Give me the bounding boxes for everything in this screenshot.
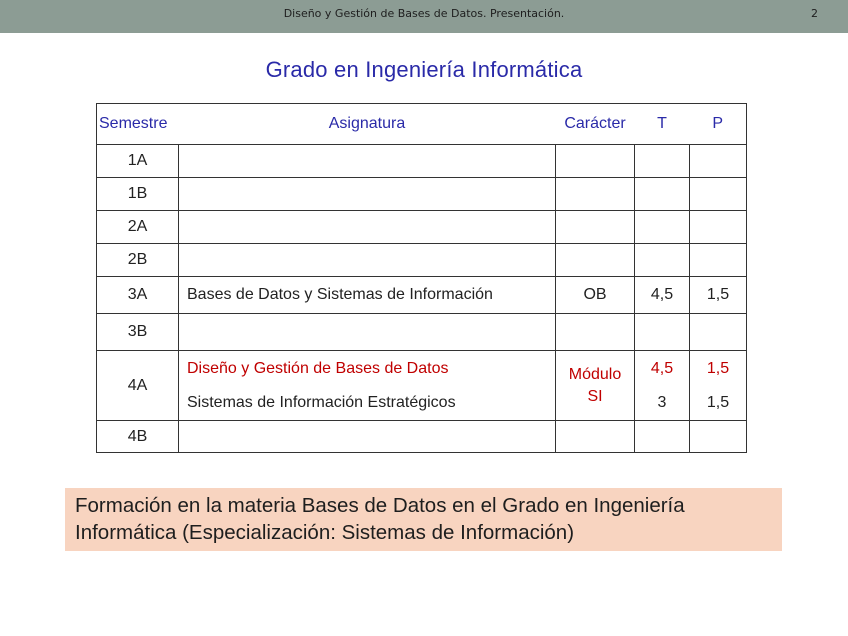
subject-cell xyxy=(179,244,556,277)
subject-line: Sistemas de Información Estratégicos xyxy=(187,393,456,411)
subject-cell xyxy=(179,351,556,421)
p-cell xyxy=(690,351,747,421)
subject-line-highlighted: Diseño y Gestión de Bases de Datos xyxy=(187,359,449,377)
table-row xyxy=(97,178,747,211)
t-cell xyxy=(635,421,690,453)
caracter-cell xyxy=(556,244,635,277)
t-value-highlighted: 4,5 xyxy=(650,359,674,377)
caracter-line: Módulo xyxy=(568,365,622,383)
semester-cell: 4A xyxy=(97,351,179,421)
table-header-row xyxy=(97,104,747,145)
header-asignatura: Asignatura xyxy=(179,104,556,145)
subject-cell xyxy=(179,211,556,244)
semester-cell: 2B xyxy=(97,244,179,277)
p-cell xyxy=(690,145,747,178)
table-row xyxy=(97,145,747,178)
p-value: 1,5 xyxy=(706,393,730,411)
caracter-cell xyxy=(556,421,635,453)
subject-cell xyxy=(179,314,556,351)
table-row xyxy=(97,211,747,244)
caracter-cell xyxy=(556,178,635,211)
t-cell xyxy=(635,178,690,211)
semester-cell: 4B xyxy=(97,421,179,453)
header-semestre: Semestre xyxy=(97,104,179,145)
t-cell xyxy=(635,314,690,351)
table-row xyxy=(97,314,747,351)
semester-cell: 2A xyxy=(97,211,179,244)
table-row xyxy=(97,421,747,453)
t-cell xyxy=(635,211,690,244)
caracter-cell xyxy=(556,314,635,351)
p-cell xyxy=(690,244,747,277)
caracter-cell xyxy=(556,145,635,178)
caracter-cell xyxy=(556,211,635,244)
table-row xyxy=(97,244,747,277)
t-cell: 4,5 xyxy=(635,277,690,314)
t-cell xyxy=(635,244,690,277)
summary-note xyxy=(65,488,782,551)
caracter-cell: OB xyxy=(556,277,635,314)
subject-cell xyxy=(179,421,556,453)
table-row xyxy=(97,351,747,421)
semester-cell: 3B xyxy=(97,314,179,351)
subject-cell xyxy=(179,145,556,178)
header-p: P xyxy=(690,104,747,145)
header-t: T xyxy=(635,104,690,145)
caracter-cell xyxy=(556,351,635,421)
p-cell: 1,5 xyxy=(690,277,747,314)
semester-cell: 3A xyxy=(97,277,179,314)
page-number: 2 xyxy=(811,7,818,20)
table-row xyxy=(97,277,747,314)
p-cell xyxy=(690,178,747,211)
subject-cell xyxy=(179,178,556,211)
t-cell xyxy=(635,145,690,178)
header-bar xyxy=(0,0,848,33)
summary-note-text: Formación en la materia Bases de Datos en el Grado en Ingeniería Informática (Especialización: Sistemas de Información) xyxy=(75,494,685,544)
p-cell xyxy=(690,314,747,351)
t-value: 3 xyxy=(657,393,667,411)
p-cell xyxy=(690,211,747,244)
p-value-highlighted: 1,5 xyxy=(706,359,730,377)
t-cell xyxy=(635,351,690,421)
p-cell xyxy=(690,421,747,453)
subjects-table xyxy=(96,103,747,453)
slide-title: Grado en Ingeniería Informática xyxy=(265,57,583,82)
semester-cell: 1A xyxy=(97,145,179,178)
semester-cell: 1B xyxy=(97,178,179,211)
caracter-line: SI xyxy=(587,387,603,405)
subject-cell: Bases de Datos y Sistemas de Información xyxy=(179,277,556,314)
header-title: Diseño y Gestión de Bases de Datos. Presentación. xyxy=(283,7,565,20)
header-caracter: Carácter xyxy=(556,104,635,145)
